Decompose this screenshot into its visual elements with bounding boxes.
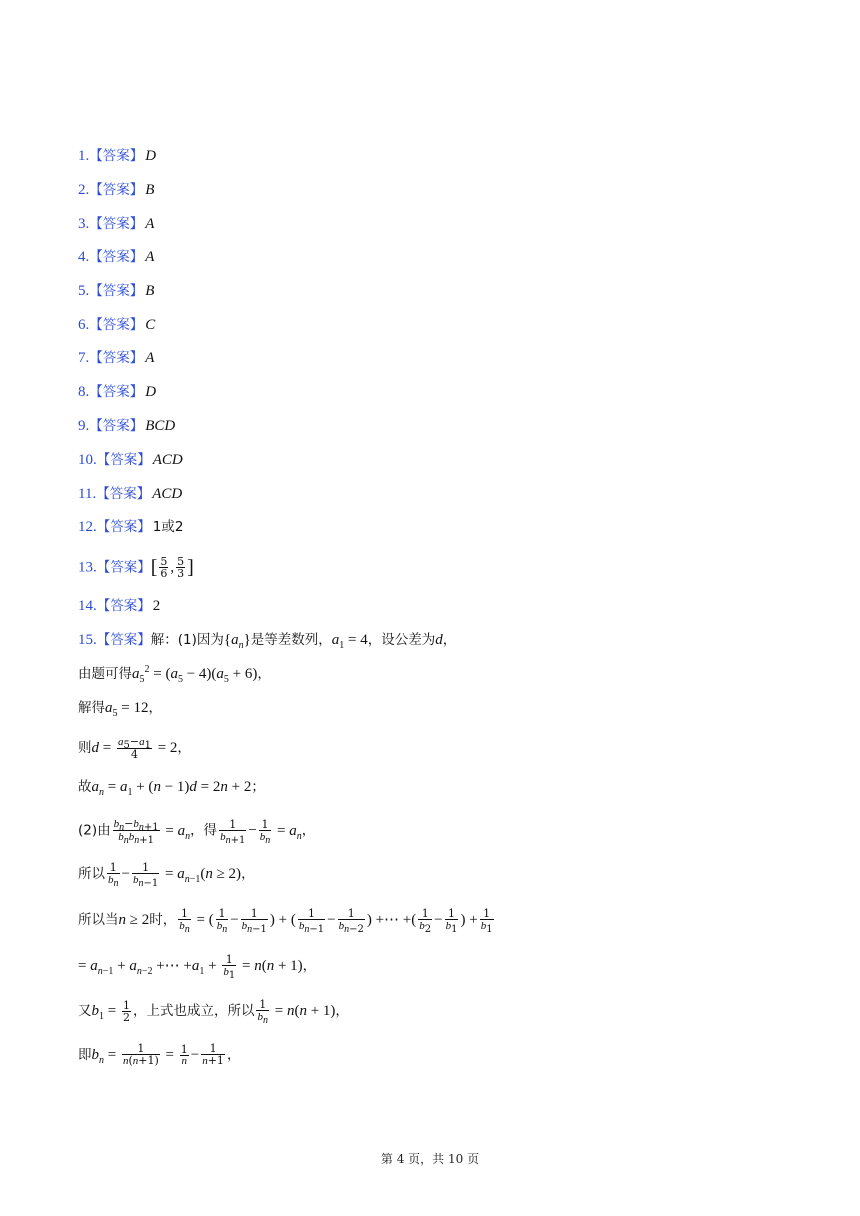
answer-line-3 bbox=[78, 215, 154, 233]
answer-tag: 【答案】 bbox=[96, 519, 151, 535]
answer-value: A bbox=[145, 249, 155, 265]
solution-line-2: 由题可得$a_5^2 = (a_5 - 4)(a_5 + 6)$， bbox=[78, 664, 271, 685]
answer-line-13: 13.【答案】[ $\frac{5}{6}$ , $\frac{5}{3}$ ] bbox=[78, 555, 194, 580]
answer-number: 8. bbox=[78, 384, 90, 400]
solution-line-11: 即$b_n$ = $\frac{1}{n(n+1)}$ = $\frac{1}{n}$ − $\frac{1}{n+1}$ ， bbox=[78, 1042, 241, 1067]
answer-number: 5. bbox=[78, 283, 90, 299]
solution-line-6: (2)由 $\frac{b_n-b_{n+1}}{b_nb_{n+1}}$ = $a_n$，得 $\frac{1}{b_{n+1}}$ − $\frac{1}{b_n}$ = $a_n$， bbox=[78, 817, 316, 847]
answer-tag: 【答案】 bbox=[89, 384, 144, 400]
answer-value: A bbox=[145, 216, 155, 232]
answer-number: 1. bbox=[78, 148, 90, 164]
answer-tag: 【答案】 bbox=[89, 182, 144, 198]
answer-line-4 bbox=[78, 248, 154, 266]
solution-line-3: 解得$a_5 = 12$， bbox=[78, 700, 162, 719]
answer-tag: 【答案】 bbox=[89, 249, 144, 265]
answer-tag: 【答案】 bbox=[89, 148, 144, 164]
answer-value: ACD bbox=[152, 486, 183, 502]
answer-line-8 bbox=[78, 383, 156, 401]
answer-line-11 bbox=[78, 485, 182, 503]
answer-tag: 【答案】 bbox=[89, 350, 144, 366]
fraction-five-thirds: $\frac{5}{3}$ bbox=[177, 555, 185, 580]
answer-line-7 bbox=[78, 349, 154, 367]
answer-line-2 bbox=[78, 181, 154, 199]
answer-tag: 【答案】 bbox=[96, 598, 151, 614]
solution-line-10: 又$b_1$ = $\frac{1}{2}$ ，上式也成立，所以 $\frac{1}{b_n}$ = n(n + 1)， bbox=[78, 998, 349, 1027]
answer-number: 13. bbox=[78, 559, 97, 576]
answer-value: BCD bbox=[145, 418, 176, 434]
answer-tag: 【答案】 bbox=[89, 418, 144, 434]
answer-tag: 【答案】 bbox=[89, 283, 144, 299]
answer-number: 4. bbox=[78, 249, 90, 265]
answer-number: 15. bbox=[78, 632, 97, 648]
answer-value: ACD bbox=[152, 452, 183, 468]
answer-tag: 【答案】 bbox=[96, 486, 151, 502]
answer-tag: 【答案】 bbox=[96, 559, 151, 576]
answer-value: B bbox=[145, 182, 155, 198]
answer-value: 2 bbox=[152, 598, 161, 614]
answer-line-14 bbox=[78, 597, 160, 615]
answer-number: 12. bbox=[78, 519, 97, 535]
answer-tag: 【答案】 bbox=[96, 452, 151, 468]
answer-number: 9. bbox=[78, 418, 90, 434]
answer-number: 2. bbox=[78, 182, 90, 198]
answer-tag: 【答案】 bbox=[89, 317, 144, 333]
page-footer: 第 4 页，共 10 页 bbox=[380, 1152, 480, 1166]
answer-number: 14. bbox=[78, 598, 97, 614]
solution-line-1: 15.【答案】解：(1)因为$\{a_n\}$是等差数列，$a_1 = 4$，设公差为d， bbox=[78, 632, 457, 651]
answer-number: 3. bbox=[78, 216, 90, 232]
solution-line-4: 则d = $\frac{a_5-a_1}{4}$ = 2， bbox=[78, 735, 191, 761]
answer-line-9 bbox=[78, 417, 175, 435]
solution-line-5: 故$a_n = a_1 + (n - 1)d = 2n + 2$； bbox=[78, 779, 265, 798]
solution-line-9: = $a_{n-1} + a_{n-2}$ +⋯ $+a_1$ + $\frac{1}{b_1}$ = n(n + 1)， bbox=[78, 953, 317, 982]
answer-line-1 bbox=[78, 147, 156, 165]
solution-line-7: 所以 $\frac{1}{b_n}$ − $\frac{1}{b_{n-1}}$ = $a_{n-1}(n \ge 2)$， bbox=[78, 861, 255, 890]
answer-number: 6. bbox=[78, 317, 90, 333]
solution-line-8: 所以当n ≥ 2时， $\frac{1}{b_n}$ = ( $\frac{1}{b_n}$ − $\frac{1}{b_{n-1}}$ ) + ( $\frac{1}{b_{n-1}}$ − $\frac{1}{b_{n-2}}$ ) +⋯ +( $\frac{1}{b_2}$ − $\frac{1}{b_1}$ ) + $\frac{1}{b_1}$ bbox=[78, 907, 493, 936]
answer-value: A bbox=[145, 350, 155, 366]
answer-tag: 【答案】 bbox=[96, 632, 151, 648]
answer-number: 11. bbox=[78, 486, 97, 502]
answer-line-6 bbox=[78, 316, 155, 334]
answer-tag: 【答案】 bbox=[89, 216, 144, 232]
answer-value: 1或2 bbox=[152, 519, 184, 535]
answer-number: 7. bbox=[78, 350, 90, 366]
answer-line-5 bbox=[78, 282, 154, 300]
answer-value: C bbox=[145, 317, 156, 333]
answer-line-12 bbox=[78, 518, 183, 536]
answer-value: B bbox=[145, 283, 155, 299]
answer-line-10 bbox=[78, 451, 183, 469]
answer-number: 10. bbox=[78, 452, 97, 468]
answer-value: D bbox=[145, 384, 157, 400]
answer-value: D bbox=[145, 148, 157, 164]
fraction-five-sixths: $\frac{5}{6}$ bbox=[160, 555, 168, 580]
